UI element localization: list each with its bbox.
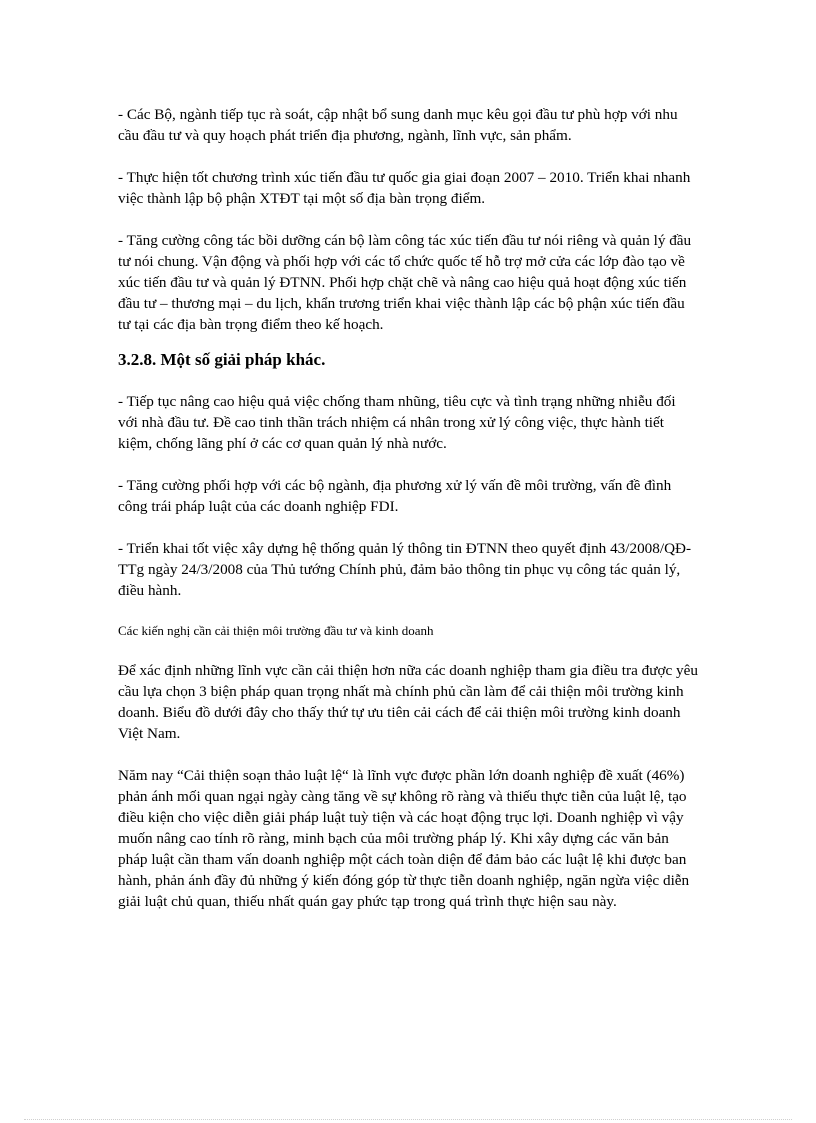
paragraph-staff-training: - Tăng cường công tác bồi dưỡng cán bộ làm công tác xúc tiến đầu tư nói riêng và quản lý đầu tư nói chung. Vận động và phối hợp với các tổ chức quốc tế hỗ trợ mở cửa các lớp đào tạo về xúc tiến đầu tư và quản lý ĐTNN. Phối hợp chặt chẽ và nâng cao hiệu quả hoạt động xúc tiến đầu tư – thương mại – du lịch, khẩn trương triển khai việc thành lập các bộ phận xúc tiến đầu tư tại các địa bàn trọng điểm theo kế hoạch. (118, 232, 692, 333)
subsection-caption: Các kiến nghị cần cải thiện môi trường đầu tư và kinh doanh (118, 623, 434, 638)
section-heading: 3.2.8. Một số giải pháp khác. (118, 350, 326, 369)
paragraph-anti-corruption: - Tiếp tục nâng cao hiệu quả việc chống tham nhũng, tiêu cực và tình trạng những nhiễu đối với nhà đầu tư. Đề cao tinh thần trách nhiệm cá nhân trong xử lý công việc, thực hành tiết kiệm, chống lãng phí ở các cơ quan quản lý nhà nước. (118, 393, 676, 452)
paragraph-law-drafting: Năm nay “Cải thiện soạn thảo luật lệ“ là lĩnh vực được phần lớn doanh nghiệp đề xuất (46%) phản ánh mối quan ngại ngày càng tăng về sự không rõ ràng và thiếu thực tiễn của luật lệ, tạo điều kiện cho việc diễn giải pháp luật tuỳ tiện và các hoạt động trục lợi. Doanh nghiệp vì vậy muốn nâng cao tính rõ ràng, minh bạch của môi trường pháp lý. Khi xây dựng các văn bản pháp luật cần tham vấn doanh nghiệp một cách toàn diện để đảm bảo các luật lệ khi được ban hành, phản ánh đầy đủ những ý kiến đóng góp từ thực tiễn doanh nghiệp, ngăn ngừa việc diễn giải luật chủ quan, thiếu nhất quán gay phức tạp trong quá trình thực hiện sau này. (118, 767, 690, 910)
paragraph-information-system: - Triển khai tốt việc xây dựng hệ thống quản lý thông tin ĐTNN theo quyết định 43/2008/QĐ-TTg ngày 24/3/2008 của Thủ tướng Chính phủ, đảm bảo thông tin phục vụ công tác quản lý, điều hành. (118, 540, 692, 599)
page-bottom-divider (24, 1119, 792, 1120)
paragraph-promotion-program: - Thực hiện tốt chương trình xúc tiến đầu tư quốc gia giai đoạn 2007 – 2010. Triển khai nhanh việc thành lập bộ phận XTĐT tại một số địa bàn trọng điểm. (118, 169, 691, 207)
paragraph-survey-intro: Để xác định những lĩnh vực cần cải thiện hơn nữa các doanh nghiệp tham gia điều tra được yêu cầu lựa chọn 3 biện pháp quan trọng nhất mà chính phủ cần làm để cải thiện môi trường kinh doanh. Biểu đồ dưới đây cho thấy thứ tự ưu tiên cải cách để cải thiện môi trường kinh doanh Việt Nam. (118, 662, 698, 742)
document-page (118, 104, 698, 933)
paragraph-environment: - Tăng cường phối hợp với các bộ ngành, địa phương xử lý vấn đề môi trường, vấn đề đình công trái pháp luật của các doanh nghiệp FDI. (118, 477, 672, 515)
paragraph-investment-list: - Các Bộ, ngành tiếp tục rà soát, cập nhật bổ sung danh mục kêu gọi đầu tư phù hợp với nhu cầu đầu tư và quy hoạch phát triển địa phương, ngành, lĩnh vực, sản phẩm. (118, 106, 678, 144)
